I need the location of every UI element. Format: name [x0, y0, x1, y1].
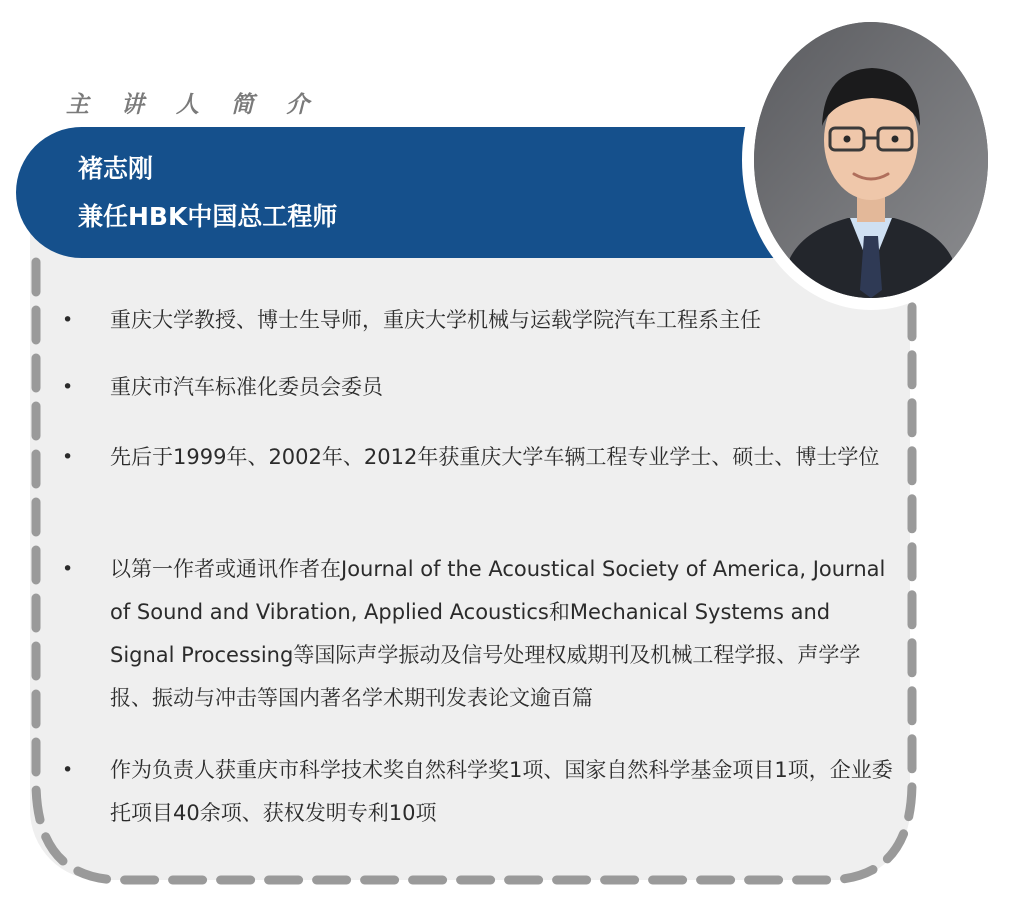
bio-item-text: 以第一作者或通讯作者在Journal of the Acoustical Society of America, Journal of Sound and Vibration, Applied Acoustics和Mechanical Systems and Signal Processing等国际声学振动及信号处理权威期刊及机械工程学报、声学学报、振动与冲击等国内著名学术期刊发表论文逾百篇 — [110, 557, 886, 710]
bio-item-text: 先后于1999年、2002年、2012年获重庆大学车辆工程专业学士、硕士、博士学位 — [110, 445, 880, 469]
bio-item-text: 作为负责人获重庆市科学技术奖自然科学奖1项、国家自然科学基金项目1项，企业委托项目40余项、获权发明专利10项 — [110, 758, 893, 825]
bio-item — [62, 749, 900, 835]
bullet-dot-icon: • — [62, 759, 74, 781]
bio-item — [62, 299, 900, 342]
section-title: 主 讲 人 简 介 — [66, 92, 322, 118]
bio-item-text: 重庆市汽车标准化委员会委员 — [110, 375, 383, 399]
bullet-dot-icon: • — [62, 558, 74, 580]
bio-item — [62, 366, 900, 409]
bullet-dot-icon: • — [62, 376, 74, 398]
bio-item-text: 重庆大学教授、博士生导师，重庆大学机械与运载学院汽车工程系主任 — [110, 308, 761, 332]
bullet-dot-icon: • — [62, 446, 74, 468]
speaker-role: 兼任HBK中国总工程师 — [78, 202, 338, 231]
bio-item — [62, 436, 900, 479]
speaker-name: 褚志刚 — [78, 154, 154, 183]
bio-item — [62, 548, 900, 720]
bullet-dot-icon: • — [62, 309, 74, 331]
